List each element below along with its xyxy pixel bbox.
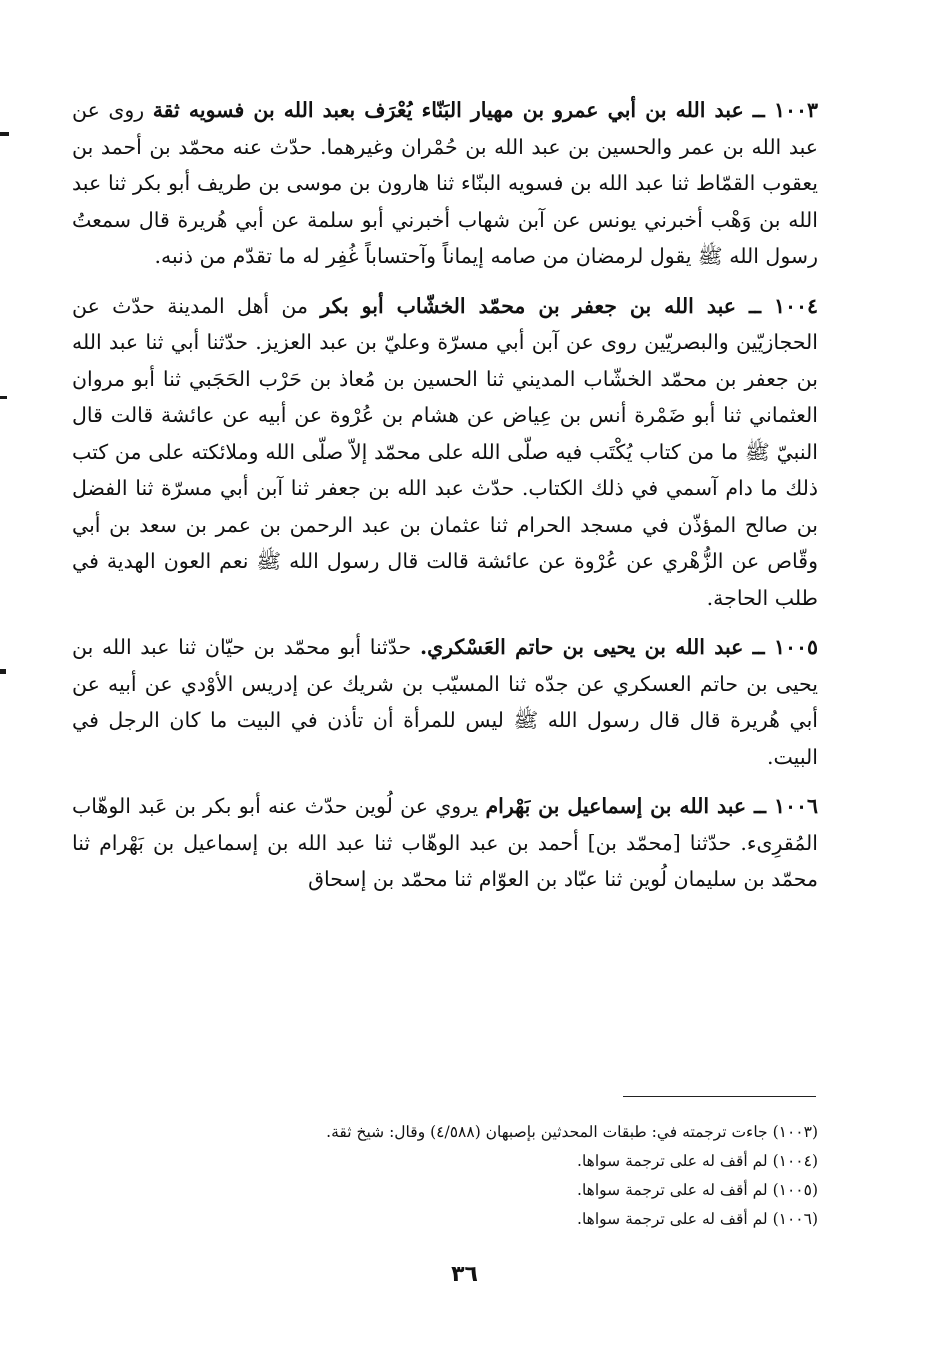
entry-text: حدّثنا أبو محمّد بن حيّان ثنا عبد الله بن يحيى بن حاتم العسكري عن جدّه ثنا المسيّب بن شريك عن إدريس الأوْدي عن أبيه عن أبي هُريرة قال قال رسول الله ﷺ ليس للمرأة أن تأذن في البيت ما كان الرجل في البيت.	[72, 635, 818, 769]
scan-edge-mark	[0, 669, 6, 674]
entry-1006	[72, 788, 818, 898]
footnote-1005: (١٠٠٥) لم أقف له على ترجمة سواها.	[577, 1181, 818, 1199]
footnote-separator	[623, 1096, 816, 1097]
entry-1003	[72, 92, 818, 275]
page-number: ٣٦	[451, 1262, 478, 1287]
entry-text: روى عن عبد الله بن عمر والحسين بن عبد الله بن حُمْران وغيرهما. حدّث عنه محمّد بن أحمد بن يعقوب القمّاط ثنا عبد الله بن فسويه البنّاء ثنا هارون بن موسى بن طريف أبو بكر ثنا عبد الله بن وَهْب أخبرني يونس عن آبن شهاب أخبرني أبو سلمة عن أبي هُريرة قال سمعتُ رسول الله ﷺ يقول لرمضان من صامه إيماناً وآحتساباً غُفِر له ما تقدّم من ذنبه.	[72, 98, 818, 268]
entry-heading: ١٠٠٤ ــ عبد الله بن جعفر بن محمّد الخشّاب أبو بكر	[320, 293, 818, 318]
footnote-1004: (١٠٠٤) لم أقف له على ترجمة سواها.	[577, 1152, 818, 1170]
footnote-1006: (١٠٠٦) لم أقف له على ترجمة سواها.	[577, 1210, 818, 1228]
footnote-1003: (١٠٠٣) جاءت ترجمته في: طبقات المحدثين بإصبهان (٤/٥٨٨) وقال: شيخ ثقة.	[326, 1123, 818, 1141]
entry-heading: ١٠٠٥ ــ عبد الله بن يحيى بن حاتم العَسْكري.	[419, 635, 818, 659]
main-text	[72, 92, 818, 911]
scan-edge-mark	[0, 396, 7, 399]
entry-heading: ١٠٠٣ ــ عبد الله بن أبي عمرو بن مهيار البَنّاء يُعْرَف بعبد الله بن فسويه ثقة	[152, 98, 818, 122]
entry-text: من أهل المدينة حدّث عن الحجازيّين والبصريّين روى عن آبن أبي مسرّة وعليّ بن عبد العزيز. حدّثنا أبي ثنا عبد الله بن جعفر بن محمّد الخشّاب المديني ثنا الحسين بن مُعاذ بن حَرْب الحَجَبي ثنا أبو مروان العثماني ثنا أبو ضَمْرة أنس بن عِياض عن هشام بن عُرْوة عن أبيه عن عائشة قالت قال النبيّ ﷺ ما من كتاب يُكْتَب فيه صلّى الله على محمّد إلاّ صلّى الله وملائكته على من كتب ذلك ما دام آسمي في ذلك الكتاب. حدّث عبد الله بن جعفر ثنا آبن أبي مسرّة ثنا الفضل بن صالح المؤذّن في مسجد الحرام ثنا عثمان بن عبد الرحمن بن عمر بن سعد بن أبي وقّاص عن الزُّهْري عن عُرْوة عن عائشة قالت قال رسول الله ﷺ نعم العون الهدية في طلب الحاجة.	[72, 293, 818, 610]
entry-text: يروي عن لُوين حدّث عنه أبو بكر بن عَبد الوهّاب المُقرِىء. حدّثنا [محمّد بن] أحمد بن عبد الوهّاب ثنا عبد الله بن إسماعيل بن بَهْرام ثنا محمّد بن سليمان لُوين ثنا عبّاد بن العوّام ثنا محمّد بن إسحاق	[72, 794, 818, 891]
entry-heading: ١٠٠٦ ــ عبد الله بن إسماعيل بن بَهْرام	[485, 794, 818, 818]
entry-1004	[72, 288, 818, 617]
entry-1005	[72, 629, 818, 775]
footnotes	[72, 1118, 818, 1234]
scan-edge-mark	[0, 132, 9, 136]
